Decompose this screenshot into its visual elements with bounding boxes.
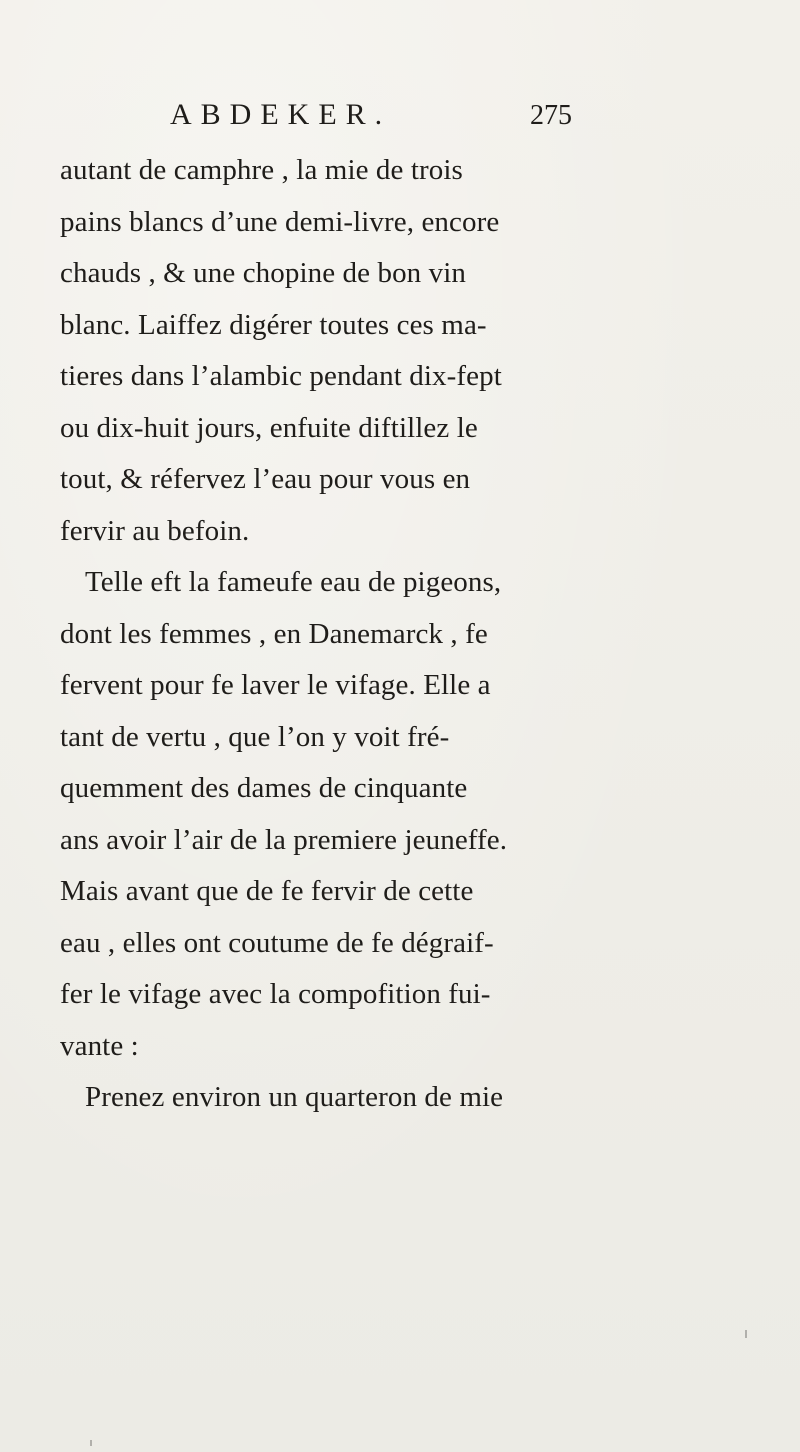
text-line: tieres dans l’alambic pendant dix-fept (60, 360, 502, 392)
text-line: ans avoir l’air de la premiere jeuneffe. (60, 823, 508, 856)
page-header (170, 98, 670, 142)
text-line: eau , elles ont coutume de fe dégraif- (60, 926, 494, 959)
text-line: autant de camphre , la mie de trois (60, 154, 463, 186)
text-line: Prenez environ un quarteron de mie (85, 1081, 504, 1113)
text-line: Telle eft la fameufe eau de pigeons, (85, 566, 502, 598)
text-line: fervir au befoin. (60, 514, 250, 547)
paper-speck (745, 1330, 747, 1338)
text-line: blanc. Laiffez digérer toutes ces ma- (60, 308, 487, 341)
text-line: dont les femmes , en Danemarck , fe (60, 617, 488, 650)
text-line: pains blancs d’une demi-livre, encore (60, 205, 500, 238)
running-head: ABDEKER. (170, 98, 392, 131)
body-text (60, 145, 760, 1124)
text-line: vante : (60, 1029, 139, 1062)
text-line: tout, & réfervez l’eau pour vous en (60, 463, 471, 495)
text-line: chauds , & une chopine de bon vin (60, 257, 466, 289)
text-line: tant de vertu , que l’on y voit fré- (60, 720, 450, 753)
text-line: quemment des dames de cinquante (60, 772, 468, 804)
page-number: 275 (530, 100, 572, 131)
text-line: ou dix-huit jours, enfuite diftillez le (60, 411, 478, 444)
text-line: fervent pour fe laver le vifage. Elle a (60, 669, 491, 701)
text-line: fer le vifage avec la compofition fui- (60, 978, 491, 1010)
text-line: Mais avant que de fe fervir de cette (60, 875, 474, 907)
paper-speck (90, 1440, 92, 1446)
